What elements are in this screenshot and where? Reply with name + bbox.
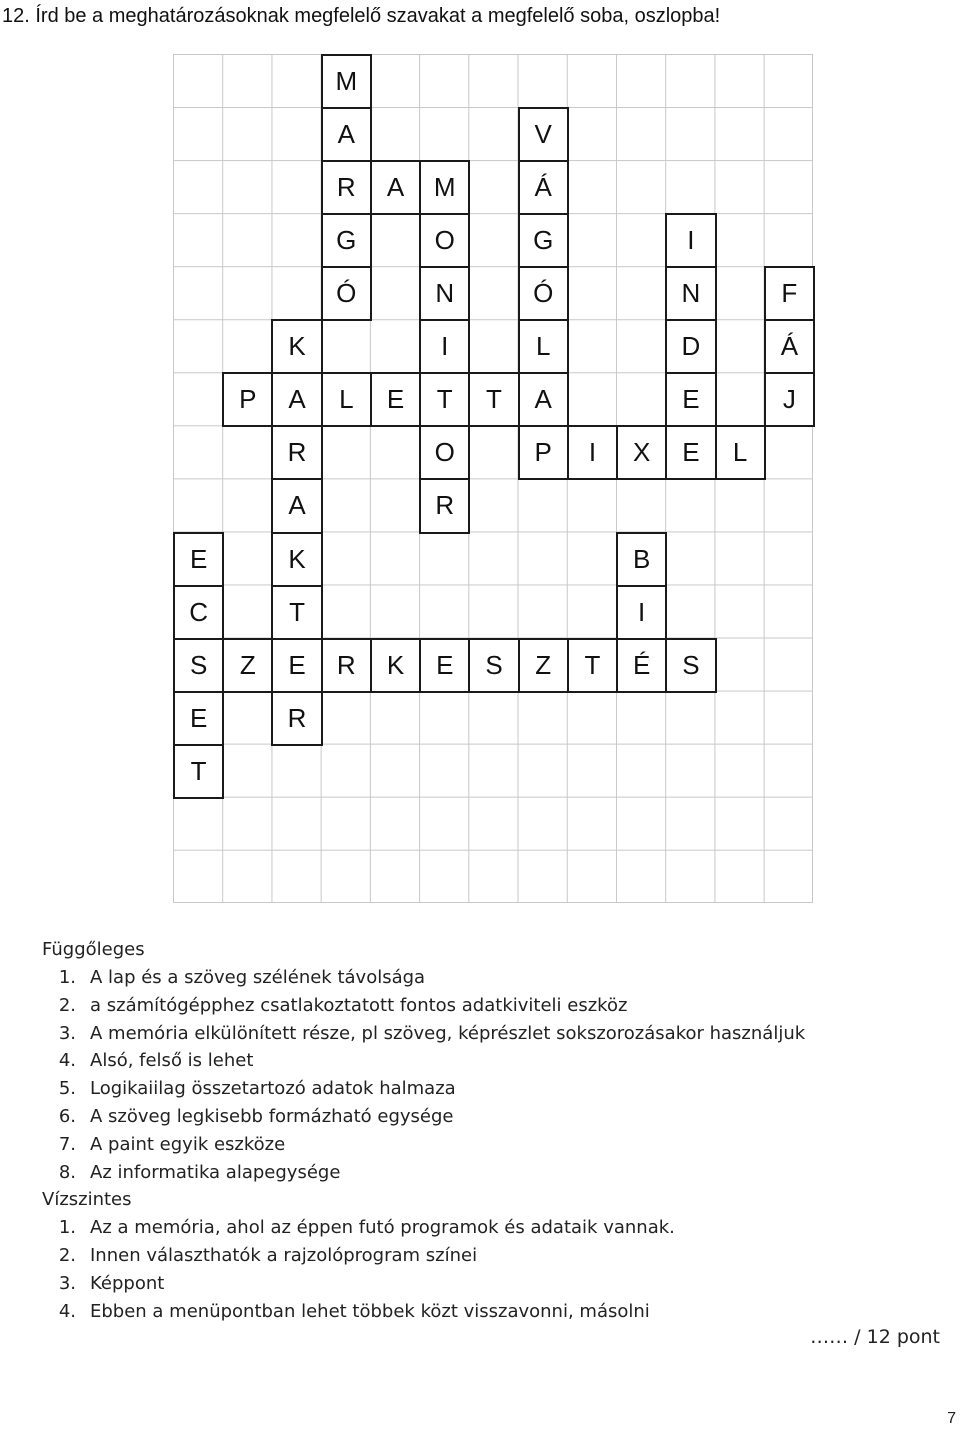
crossword-cell: R	[321, 160, 372, 215]
crossword-grid	[173, 54, 813, 903]
clue-line	[42, 1242, 805, 1270]
clue-text: Ebben a menüpontban lehet többek közt visszavonni, másolni	[90, 1300, 650, 1322]
crossword-cell: T	[271, 585, 322, 640]
crossword-cell: R	[271, 425, 322, 480]
crossword-cell: Ó	[321, 266, 372, 321]
clue-line	[42, 992, 805, 1020]
clue-number: 8.	[58, 1161, 76, 1183]
crossword-cell: R	[419, 478, 470, 533]
crossword-cell: Z	[222, 638, 273, 693]
clue-number: 1.	[58, 967, 76, 988]
crossword-cell: E	[665, 425, 716, 480]
crossword-cell: S	[468, 638, 519, 693]
crossword-cell: A	[518, 372, 569, 427]
clue-line	[42, 1270, 805, 1298]
crossword-cell: I	[665, 213, 716, 268]
crossword-cell: J	[764, 372, 815, 427]
clue-line	[42, 1075, 805, 1103]
crossword-cell: I	[616, 585, 667, 640]
crossword-cell: M	[321, 54, 372, 109]
clue-text: Innen választhatók a rajzolóprogram színei	[90, 1245, 478, 1267]
crossword-cell: N	[665, 266, 716, 321]
crossword-cell: F	[764, 266, 815, 321]
crossword-cell: L	[715, 425, 766, 480]
crossword-cell: E	[173, 532, 224, 587]
clue-number: 6.	[58, 1105, 76, 1127]
crossword-cell: K	[271, 319, 322, 374]
horizontal-clues	[42, 1214, 805, 1325]
clue-text: a számítógépphez csatlakoztatott fontos adatkiviteli eszköz	[90, 994, 628, 1016]
crossword-cell: A	[370, 160, 421, 215]
crossword-cell: Á	[518, 160, 569, 215]
vertical-clues	[42, 964, 805, 1186]
clue-number: 1.	[58, 1217, 76, 1239]
clue-text: A memória elkülönített része, pl szöveg, képrészlet sokszorozásakor használjuk	[90, 1022, 806, 1044]
clue-number: 7.	[58, 1133, 76, 1155]
clue-line	[42, 1103, 805, 1131]
crossword-cell: P	[222, 372, 273, 427]
clue-number: 3.	[58, 1022, 76, 1044]
crossword-cell: N	[419, 266, 470, 321]
crossword-cell: A	[321, 107, 372, 162]
clue-text: A szöveg legkisebb formázható egysége	[90, 1105, 454, 1127]
crossword-cell: G	[321, 213, 372, 268]
clue-line	[42, 1298, 805, 1326]
clue-text: Az informatika alapegysége	[90, 1161, 341, 1183]
crossword-cell: É	[616, 638, 667, 693]
crossword-cell: M	[419, 160, 470, 215]
crossword-cell: D	[665, 319, 716, 374]
crossword-cell: K	[370, 638, 421, 693]
crossword-cell: Á	[764, 319, 815, 374]
clue-line	[42, 1159, 805, 1187]
crossword-cell: T	[468, 372, 519, 427]
crossword-cell: G	[518, 213, 569, 268]
crossword-cell: S	[665, 638, 716, 693]
clue-text: A lap és a szöveg szélének távolsága	[90, 967, 426, 988]
crossword-cell: L	[321, 372, 372, 427]
page-number: 7	[947, 1410, 956, 1427]
clue-line	[42, 1020, 805, 1048]
clue-number: 4.	[58, 1300, 76, 1322]
clue-line	[42, 1131, 805, 1159]
crossword-cell: P	[518, 425, 569, 480]
crossword-cell: E	[173, 691, 224, 746]
score-line: …… / 12 pont	[810, 1326, 940, 1348]
crossword-cell: T	[419, 372, 470, 427]
clue-number: 3.	[58, 1272, 76, 1294]
vertical-clues-heading: Függőleges	[42, 939, 145, 960]
clue-text: Az a memória, ahol az éppen futó programok és adataik vannak.	[90, 1217, 675, 1239]
crossword-cell: E	[419, 638, 470, 693]
crossword-cell: K	[271, 532, 322, 587]
crossword-cell: O	[419, 425, 470, 480]
crossword-cell: A	[271, 372, 322, 427]
clue-text: Logikaiilag összetartozó adatok halmaza	[90, 1078, 456, 1100]
clue-line	[42, 964, 805, 992]
crossword-cell: X	[616, 425, 667, 480]
horizontal-clues-heading: Vízszintes	[42, 1189, 132, 1211]
crossword-cell: R	[321, 638, 372, 693]
crossword-cell: Z	[518, 638, 569, 693]
crossword-cell: I	[419, 319, 470, 374]
clue-text: Alsó, felső is lehet	[90, 1050, 254, 1072]
crossword-cell: E	[271, 638, 322, 693]
clue-line	[42, 1047, 805, 1075]
crossword-cell: R	[271, 691, 322, 746]
crossword-cell: E	[665, 372, 716, 427]
clue-text: A paint egyik eszköze	[90, 1133, 286, 1155]
crossword-cell: T	[173, 744, 224, 799]
clue-number: 2.	[58, 994, 76, 1016]
crossword-cell: L	[518, 319, 569, 374]
crossword-cell: A	[271, 478, 322, 533]
clue-number: 5.	[58, 1078, 76, 1100]
clue-number: 2.	[58, 1245, 76, 1267]
clue-number: 4.	[58, 1050, 76, 1072]
crossword-cell: B	[616, 532, 667, 587]
clue-list	[42, 936, 805, 1326]
crossword-cell: C	[173, 585, 224, 640]
task-title: 12. Írd be a meghatározásoknak megfelelő szavakat a megfelelő soba, oszlopba!	[2, 5, 721, 27]
clue-text: Képpont	[90, 1272, 165, 1294]
crossword-cell: O	[419, 213, 470, 268]
crossword-cell: E	[370, 372, 421, 427]
clue-line	[42, 1214, 805, 1242]
crossword-cell: Ó	[518, 266, 569, 321]
crossword-cell: S	[173, 638, 224, 693]
crossword-cell: T	[567, 638, 618, 693]
crossword-cell: I	[567, 425, 618, 480]
crossword-cell: V	[518, 107, 569, 162]
